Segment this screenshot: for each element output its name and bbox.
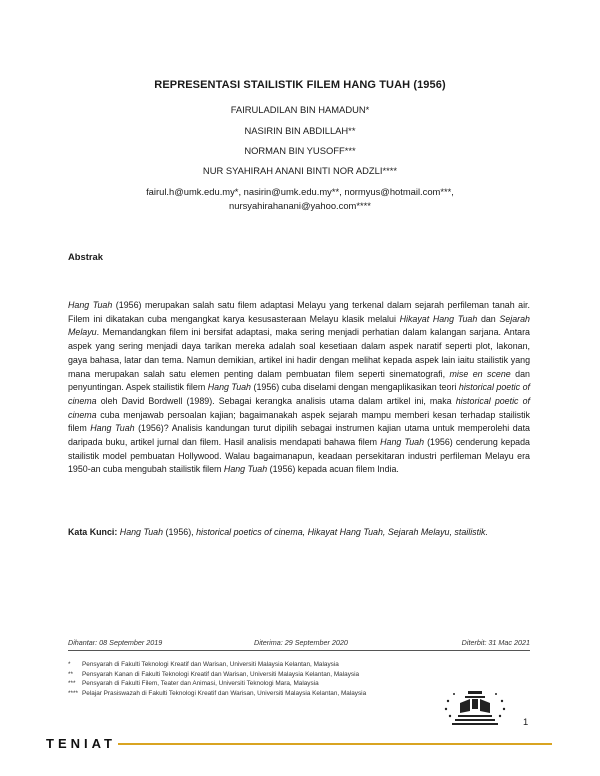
journal-logo: TENIAT bbox=[46, 736, 116, 751]
author-1: FAIRULADILAN BIN HAMADUN* bbox=[230, 104, 370, 115]
university-seal-icon bbox=[440, 685, 510, 731]
keywords-label: Kata Kunci: bbox=[68, 527, 118, 537]
author-emails bbox=[0, 185, 600, 213]
emails-line-2: nursyahirahanani@yahoo.com**** bbox=[229, 200, 371, 211]
paper-title: REPRESENTASI STAILISTIK FILEM HANG TUAH (1956) bbox=[154, 79, 446, 91]
date-published: Diterbit: 31 Mac 2021 bbox=[461, 638, 530, 647]
footnote: ** Pensyarah Kanan di Fakulti Teknologi Kreatif dan Warisan, Universiti Malaysia Kelantan, Malaysia bbox=[68, 670, 360, 678]
date-accepted: Diterima: 29 September 2020 bbox=[254, 638, 348, 647]
author-2: NASIRIN BIN ABDILLAH** bbox=[244, 125, 356, 136]
footnote: * Pensyarah di Fakulti Teknologi Kreatif dan Warisan, Universiti Malaysia Kelantan, Malaysia bbox=[68, 661, 339, 668]
page-number: 1 bbox=[523, 716, 529, 727]
footnote-divider bbox=[68, 650, 530, 651]
abstract-heading: Abstrak bbox=[68, 251, 103, 262]
date-sent: Dihantar: 08 September 2019 bbox=[68, 638, 163, 647]
abstract-body: Hang Tuah (1956) merupakan salah satu filem adaptasi Melayu yang terkenal dalam sejarah perfileman tanah air. Filem ini dikatakan cuba mengangkat karya kesusasteraan Melayu klasik melalui Hikayat Hang Tuah dan Sejarah Melayu. Memandangkan filem ini bersifat adaptasi, maka sering menjadi perhatian dalam kalangan sarjana. Antara aspek yang sering menjadi daya tarikan mereka adalah soal kesetiaan dalam aspek naratif seperti plot, lakonan, gaya bahasa, latar dan tema. Namun demikian, artikel ini hadir dengan melihat kepada aspek lain iaitu stailistik yang mana merupakan salah satu elemen penting dalam pembuatan filem seperti sinematografi, mise en scene dan penyuntingan. Aspek stailistik filem Hang Tuah (1956) cuba diselami dengan mengaplikasikan teori historical poetic of cinema oleh David Bordwell (1989). Sebagai kerangka analisis utama dalam artikel ini, maka historical poetic of cinema cuba menjawab persoalan kajian; bagaimanakah aspek sejarah mampu memberi kesan terhadap stailistik filem Hang Tuah (1956)? Analisis kandungan turut dipilih sebagai instrumen kajian utama untuk memperolehi data daripada buku, artikel jurnal dan filem. Hasil analisis mendapati bahawa filem Hang Tuah (1956) cenderung kepada stailistik model pembuatan Hollywood. Walau bagaimanapun, keadaan persekitaran industri perfileman Melayu era 1950-an cuba mengubah stailistik filem Hang Tuah (1956) kepada acuan filem India. bbox=[68, 300, 530, 475]
keywords: Kata Kunci: Hang Tuah (1956), historical poetics of cinema, Hikayat Hang Tuah, Sejarah Melayu, stailistik. bbox=[68, 527, 488, 537]
author-4: NUR SYAHIRAH ANANI BINTI NOR ADZLI**** bbox=[202, 165, 398, 176]
emails-line-1: fairul.h@umk.edu.my*, nasirin@umk.edu.my**, normyus@hotmail.com***, bbox=[146, 186, 454, 197]
footer-accent-rule bbox=[118, 743, 552, 745]
author-3: NORMAN BIN YUSOFF*** bbox=[244, 145, 356, 156]
footnote: *** Pensyarah di Fakulti Filem, Teater dan Animasi, Universiti Teknologi Mara, Malaysia bbox=[68, 680, 319, 688]
footnote: **** Pelajar Prasiswazah di Fakulti Teknologi Kreatif dan Warisan, Universiti Malaysia Kelantan, Malaysia bbox=[68, 689, 367, 697]
